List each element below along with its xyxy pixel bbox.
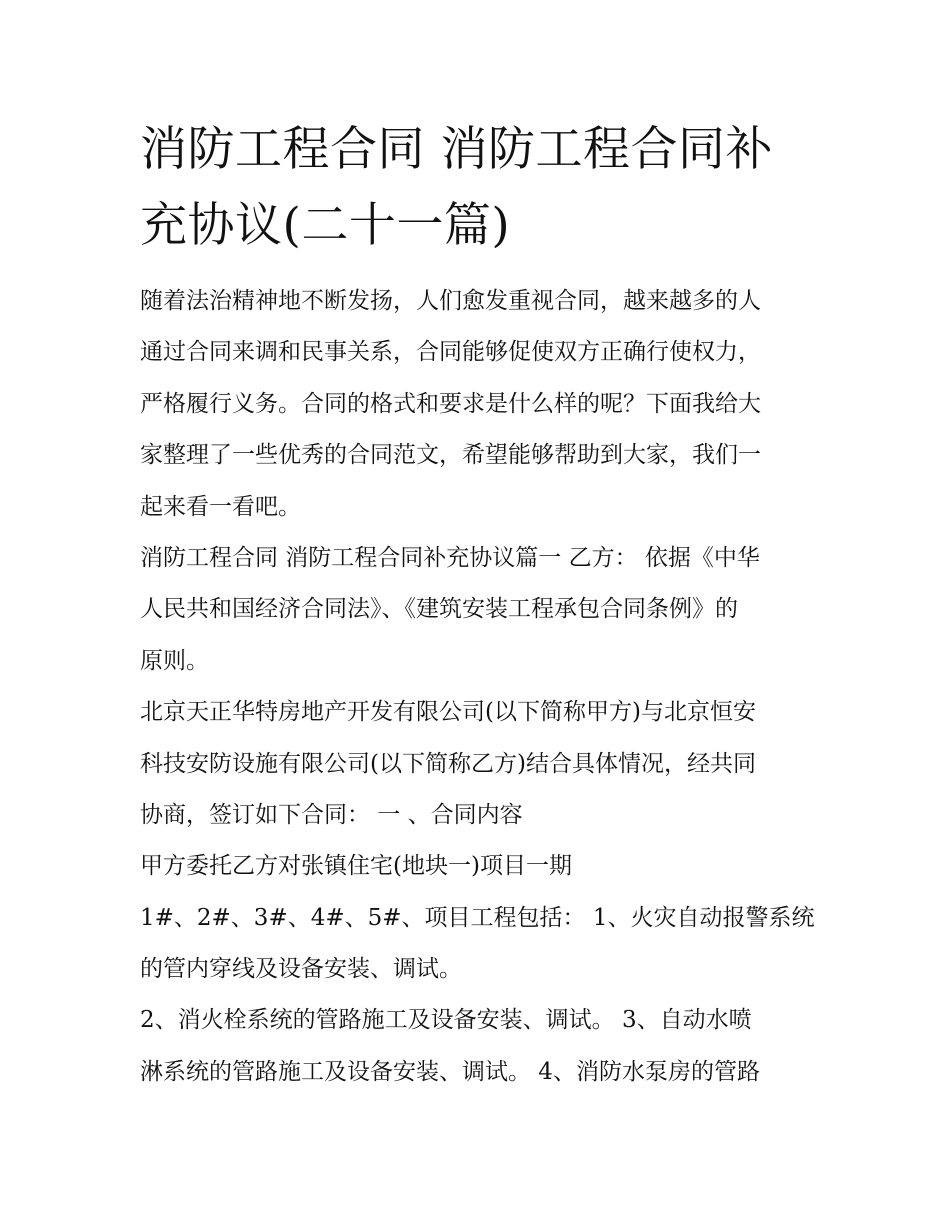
body-line: 协商，签订如下合同： 一 、合同内容 xyxy=(140,801,523,828)
body-line: 1#、2#、3#、4#、5#、项目工程包括： 1、火灾自动报警系统 xyxy=(140,904,815,931)
body-line: 起来看一看吧。 xyxy=(140,493,301,520)
body-line: 淋系统的管路施工及设备安装、调试。 4、消防水泵房的管路 xyxy=(140,1058,760,1085)
title-line: 充协议(二十一篇) xyxy=(140,198,511,253)
document-body xyxy=(140,276,830,1098)
document-title xyxy=(140,112,830,264)
body-line: 家整理了一些优秀的合同范文，希望能够帮助到大家，我们一 xyxy=(140,442,761,469)
body-line: 人民共和国经济合同法》、《建筑安装工程承包合同条例》的 xyxy=(140,596,738,623)
body-line: 北京天正华特房地产开发有限公司(以下简称甲方)与北京恒安 xyxy=(140,699,756,726)
body-line: 的管内穿线及设备安装、调试。 xyxy=(140,956,462,983)
body-line: 原则。 xyxy=(140,647,209,674)
title-line: 消防工程合同 消防工程合同补 xyxy=(140,122,773,177)
body-line: 随着法治精神地不断发扬，人们愈发重视合同，越来越多的人 xyxy=(140,288,761,314)
body-line: 2、消火栓系统的管路施工及设备安装、调试。 3、自动水喷 xyxy=(140,1007,752,1034)
body-line: 科技安防设施有限公司(以下简称乙方)结合具体情况，经共同 xyxy=(140,750,756,777)
body-line: 甲方委托乙方对张镇住宅(地块一)项目一期 xyxy=(140,853,572,880)
body-line: 严格履行义务。合同的格式和要求是什么样的呢？下面我给大 xyxy=(140,390,761,417)
body-line: 消防工程合同 消防工程合同补充协议篇一 乙方： 依据《中华 xyxy=(140,544,760,571)
body-line: 通过合同来调和民事关系，合同能够促使双方正确行使权力， xyxy=(140,339,761,366)
